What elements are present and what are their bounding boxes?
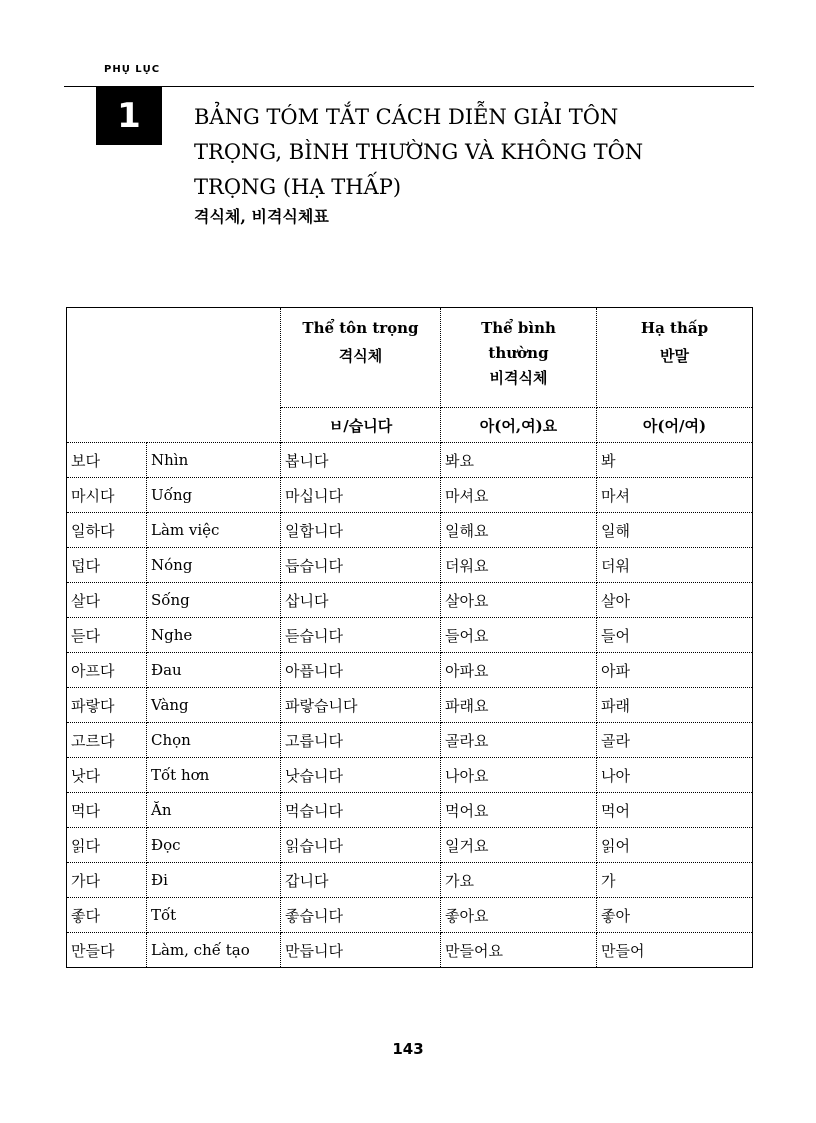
verb-cell: 만들다 (67, 933, 147, 968)
table-row (67, 618, 753, 653)
meaning-cell: Làm việc (147, 513, 281, 548)
verb-cell: 마시다 (67, 478, 147, 513)
casual-form-cell: 먹어 (597, 793, 753, 828)
meaning-cell: Tốt (147, 898, 281, 933)
title-line-3: TRỌNG (HẠ THẤP) (194, 175, 402, 199)
verb-cell: 파랗다 (67, 688, 147, 723)
formal-form-cell: 일합니다 (281, 513, 441, 548)
casual-form-cell: 가 (597, 863, 753, 898)
polite-form-cell: 아파요 (441, 653, 597, 688)
table-endings-row (67, 408, 753, 443)
table-row (67, 583, 753, 618)
meaning-cell: Nhìn (147, 443, 281, 478)
header-formal-ko: 격식체 (338, 347, 383, 365)
polite-form-cell: 만들어요 (441, 933, 597, 968)
polite-form-cell: 먹어요 (441, 793, 597, 828)
page-number: 143 (392, 1040, 424, 1058)
casual-form-cell: 마셔 (597, 478, 753, 513)
table-row (67, 828, 753, 863)
meaning-cell: Đọc (147, 828, 281, 863)
title-line-2: TRỌNG, BÌNH THƯỜNG VÀ KHÔNG TÔN (194, 140, 644, 164)
table-header-corner (67, 308, 281, 408)
verb-cell: 덥다 (67, 548, 147, 583)
table-row (67, 443, 753, 478)
polite-form-cell: 골라요 (441, 723, 597, 758)
verb-cell: 좋다 (67, 898, 147, 933)
formal-form-cell: 파랗습니다 (281, 688, 441, 723)
meaning-cell: Đau (147, 653, 281, 688)
verb-cell: 읽다 (67, 828, 147, 863)
formal-form-cell: 좋습니다 (281, 898, 441, 933)
casual-form-cell: 봐 (597, 443, 753, 478)
korean-subtitle: 격식체, 비격식체표 (194, 207, 329, 226)
casual-form-cell: 나아 (597, 758, 753, 793)
header-polite-vi-1: Thể bình (481, 319, 556, 337)
header-casual-ko: 반말 (660, 347, 689, 365)
casual-form-cell: 좋아 (597, 898, 753, 933)
meaning-cell: Tốt hơn (147, 758, 281, 793)
meaning-cell: Nóng (147, 548, 281, 583)
formal-form-cell: 먹습니다 (281, 793, 441, 828)
verb-cell: 일하다 (67, 513, 147, 548)
verb-cell: 보다 (67, 443, 147, 478)
table-row (67, 758, 753, 793)
polite-form-cell: 일해요 (441, 513, 597, 548)
polite-form-cell: 봐요 (441, 443, 597, 478)
casual-form-cell: 더워 (597, 548, 753, 583)
formal-form-cell: 읽습니다 (281, 828, 441, 863)
ending-polite: 아(어,여)요 (441, 408, 597, 443)
meaning-cell: Ăn (147, 793, 281, 828)
header-polite-ko: 비격식체 (489, 369, 548, 387)
chapter-number: 1 (117, 96, 141, 136)
header-casual-vi: Hạ thấp (640, 319, 709, 337)
table-row (67, 688, 753, 723)
verb-cell: 가다 (67, 863, 147, 898)
formal-form-cell: 고릅니다 (281, 723, 441, 758)
verb-cell: 먹다 (67, 793, 147, 828)
table-row (67, 898, 753, 933)
table-row (67, 653, 753, 688)
header-formal-vi: Thể tôn trọng (302, 319, 419, 337)
casual-form-cell: 파래 (597, 688, 753, 723)
verb-cell: 아프다 (67, 653, 147, 688)
formal-form-cell: 삽니다 (281, 583, 441, 618)
chapter-number-box (96, 87, 162, 145)
formal-form-cell: 듣습니다 (281, 618, 441, 653)
polite-form-cell: 가요 (441, 863, 597, 898)
ending-formal: ㅂ/습니다 (281, 408, 441, 443)
meaning-cell: Sống (147, 583, 281, 618)
meaning-cell: Chọn (147, 723, 281, 758)
formal-form-cell: 낫습니다 (281, 758, 441, 793)
title-line-1: BẢNG TÓM TẮT CÁCH DIỄN GIẢI TÔN (194, 105, 619, 129)
casual-form-cell: 아파 (597, 653, 753, 688)
verb-cell: 고르다 (67, 723, 147, 758)
polite-form-cell: 들어요 (441, 618, 597, 653)
table-body (67, 443, 753, 968)
appendix-label: PHỤ LỤC (104, 64, 161, 75)
table-row (67, 793, 753, 828)
verb-cell: 듣다 (67, 618, 147, 653)
table-row (67, 548, 753, 583)
meaning-cell: Uống (147, 478, 281, 513)
formal-form-cell: 갑니다 (281, 863, 441, 898)
polite-form-cell: 파래요 (441, 688, 597, 723)
casual-form-cell: 읽어 (597, 828, 753, 863)
polite-form-cell: 일거요 (441, 828, 597, 863)
formal-form-cell: 마십니다 (281, 478, 441, 513)
header-polite (441, 308, 597, 408)
ending-casual: 아(어/여) (597, 408, 753, 443)
casual-form-cell: 들어 (597, 618, 753, 653)
polite-form-cell: 살아요 (441, 583, 597, 618)
header-rule (64, 86, 754, 87)
table-row (67, 478, 753, 513)
meaning-cell: Đi (147, 863, 281, 898)
formal-form-cell: 아픕니다 (281, 653, 441, 688)
formal-form-cell: 듭습니다 (281, 548, 441, 583)
table-row (67, 863, 753, 898)
polite-form-cell: 더워요 (441, 548, 597, 583)
verb-cell: 낫다 (67, 758, 147, 793)
verb-cell: 살다 (67, 583, 147, 618)
table-endings-corner (67, 408, 281, 443)
casual-form-cell: 일해 (597, 513, 753, 548)
casual-form-cell: 골라 (597, 723, 753, 758)
casual-form-cell: 살아 (597, 583, 753, 618)
table-row (67, 933, 753, 968)
polite-form-cell: 나아요 (441, 758, 597, 793)
formal-form-cell: 만듭니다 (281, 933, 441, 968)
meaning-cell: Làm, chế tạo (147, 933, 281, 968)
polite-form-cell: 좋아요 (441, 898, 597, 933)
header-formal (281, 308, 441, 408)
header-polite-vi-2: thường (488, 344, 549, 362)
formal-form-cell: 봅니다 (281, 443, 441, 478)
table-row (67, 513, 753, 548)
meaning-cell: Vàng (147, 688, 281, 723)
casual-form-cell: 만들어 (597, 933, 753, 968)
table-row (67, 723, 753, 758)
polite-form-cell: 마셔요 (441, 478, 597, 513)
table-header-row (67, 308, 753, 408)
header-casual (597, 308, 753, 408)
meaning-cell: Nghe (147, 618, 281, 653)
page-title (194, 100, 734, 205)
honorific-forms-table (66, 307, 753, 968)
